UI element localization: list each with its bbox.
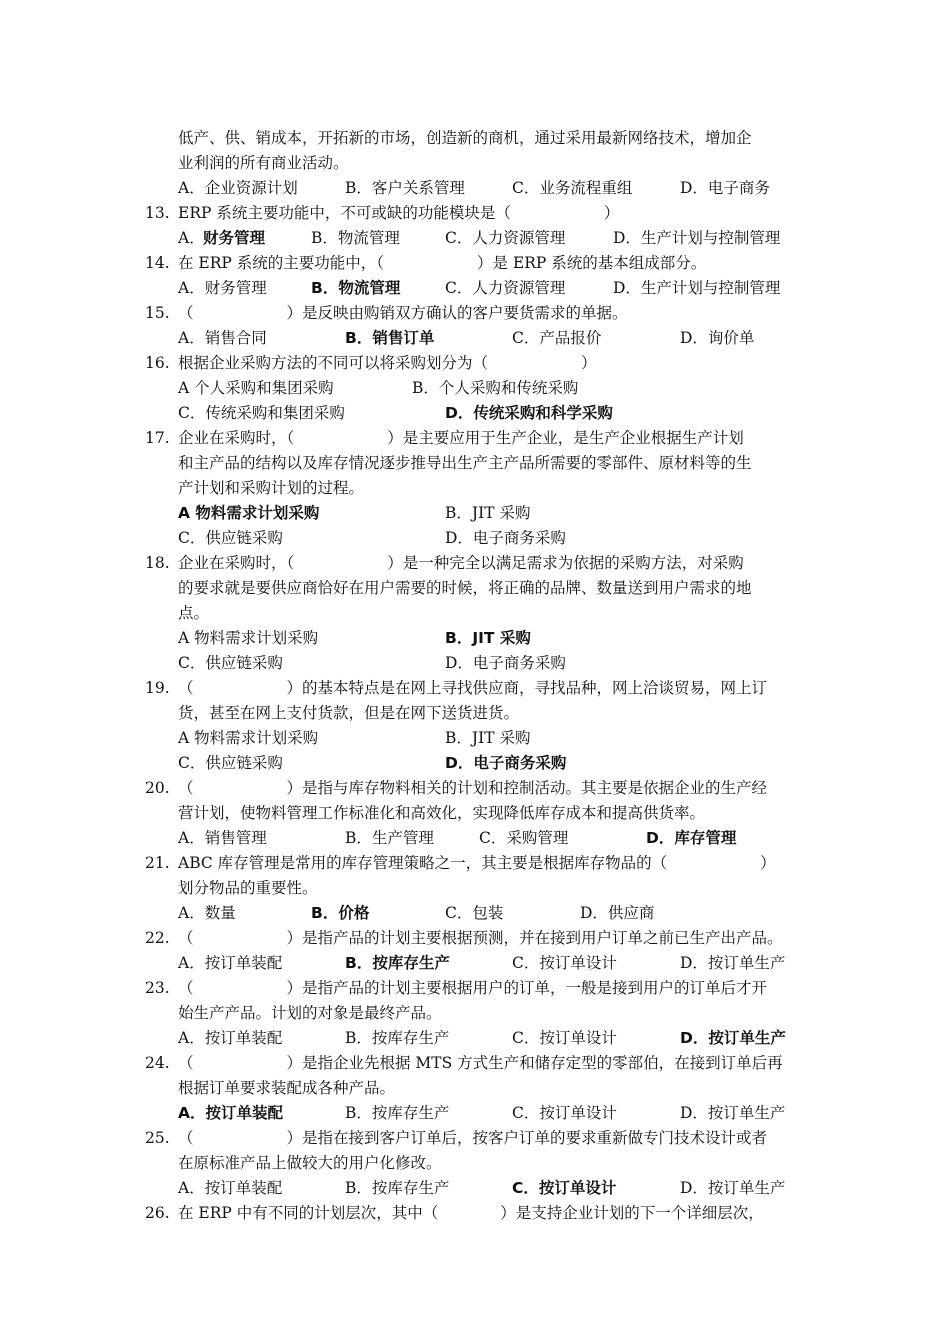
option-d: D．生产计划与控制管理 [613, 279, 781, 297]
option-c: C．按订单设计 [512, 954, 617, 972]
question-text-line: （ ）是反映由购销双方确认的客户要货需求的单据。 [178, 304, 628, 322]
question-23-options [0, 1026, 950, 1050]
option-c: C．供应链采购 [178, 529, 283, 547]
question-text-line: （ ）是指与库存物料相关的计划和控制活动。其主要是依据企业的生产经 [178, 779, 768, 797]
option-d-answer: D．传统采购和科学采购 [445, 404, 613, 422]
question-18 [0, 551, 950, 575]
question-22-options [0, 951, 950, 975]
option-c: C．按订单设计 [512, 1029, 617, 1047]
question-19-text [0, 701, 950, 725]
question-text-line: 始生产产品。计划的对象是最终产品。 [178, 1004, 442, 1022]
question-number: 13. [145, 204, 170, 222]
option-b-answer: B．价格 [311, 904, 370, 922]
option-b: B．按库存生产 [345, 1029, 450, 1047]
question-13 [0, 201, 950, 225]
question-15-options [0, 326, 950, 350]
question-21 [0, 851, 950, 875]
option-c: C．产品报价 [512, 329, 602, 347]
question-text-line: 在 ERP 系统的主要功能中，（ ）是 ERP 系统的基本组成部分。 [178, 254, 707, 272]
option-d: D．供应商 [580, 904, 655, 922]
option-d: D．生产计划与控制管理 [613, 229, 781, 247]
option-b: B．个人采购和传统采购 [412, 379, 579, 397]
option-d: D．按订单生产 [680, 1104, 786, 1122]
question-15 [0, 301, 950, 325]
option-b: B．物流管理 [311, 229, 400, 247]
question-19-options-row1 [0, 726, 950, 750]
question-26 [0, 1201, 950, 1225]
question-number: 20. [145, 779, 170, 797]
option-c-answer: C．按订单设计 [512, 1179, 617, 1197]
option-a-answer: A 物料需求计划采购 [178, 504, 320, 522]
question-16 [0, 351, 950, 375]
question-text-line: （ ）是指在接到客户订单后，按客户订单的要求重新做专门技术设计或者 [178, 1129, 768, 1147]
question-21-options [0, 901, 950, 925]
question-text-line: 业利润的所有商业活动。 [178, 154, 349, 172]
question-17 [0, 426, 950, 450]
option-a: A．按订单装配 [178, 954, 283, 972]
option-b-answer: B．按库存生产 [345, 954, 450, 972]
question-20-text [0, 801, 950, 825]
option-c: C．传统采购和集团采购 [178, 404, 345, 422]
question-number: 25. [145, 1129, 170, 1147]
question-text-line: 在 ERP 中有不同的计划层次，其中（ ）是支持企业计划的下一个详细层次， [178, 1204, 764, 1222]
option-b: B．按库存生产 [345, 1104, 450, 1122]
question-19-options-row2 [0, 751, 950, 775]
option-d: D．按订单生产 [680, 1179, 786, 1197]
option-a: A．按订单装配 [178, 1029, 283, 1047]
question-17-text [0, 451, 950, 475]
question-17-options-row2 [0, 526, 950, 550]
question-12-text [0, 126, 950, 150]
question-text-line: ABC 库存管理是常用的库存管理策略之一，其主要是根据库存物品的（ ） [178, 854, 776, 872]
question-text-line: 在原标准产品上做较大的用户化修改。 [178, 1154, 442, 1172]
option-c: C．人力资源管理 [445, 229, 566, 247]
option-b: B．JIT 采购 [445, 504, 531, 522]
option-a: A．数量 [178, 904, 236, 922]
question-text-line: 根据订单要求装配成各种产品。 [178, 1079, 396, 1097]
question-number: 15. [145, 304, 170, 322]
question-13-options [0, 226, 950, 250]
option-b-answer: B．销售订单 [345, 329, 435, 347]
question-25 [0, 1126, 950, 1150]
question-24 [0, 1051, 950, 1075]
question-21-text [0, 876, 950, 900]
question-text-line: 货，甚至在网上支付货款，但是在网下送货进货。 [178, 704, 520, 722]
option-c: C．按订单设计 [512, 1104, 617, 1122]
question-23-text [0, 1001, 950, 1025]
question-24-options [0, 1101, 950, 1125]
option-b-answer: B．物流管理 [311, 279, 401, 297]
question-number: 16. [145, 354, 170, 372]
option-a: A 物料需求计划采购 [178, 629, 319, 647]
question-text-line: 的要求就是要供应商恰好在用户需要的时候，将正确的品牌、数量送到用户需求的地 [178, 579, 752, 597]
option-c: C．供应链采购 [178, 754, 283, 772]
question-16-options-row1 [0, 376, 950, 400]
question-number: 19. [145, 679, 170, 697]
option-d: D．询价单 [680, 329, 755, 347]
option-a-answer: A．按订单装配 [178, 1104, 283, 1122]
question-number: 26. [145, 1204, 170, 1222]
question-25-text [0, 1151, 950, 1175]
question-12-options [0, 176, 950, 200]
option-b: B．JIT 采购 [445, 729, 531, 747]
option-a-answer: 财务管理 [203, 229, 266, 247]
option-a: A．销售管理 [178, 829, 267, 847]
option-a: A．财务管理 [178, 279, 267, 297]
question-22 [0, 926, 950, 950]
question-text-line: 企业在采购时，（ ）是一种完全以满足需求为依据的采购方法，对采购 [178, 554, 744, 572]
option-d: D．按订单生产 [680, 954, 786, 972]
option-c: C．包装 [445, 904, 504, 922]
question-text-line: 和主产品的结构以及库存情况逐步推导出生产主产品所需要的零部件、原材料等的生 [178, 454, 752, 472]
question-text-line: （ ）是指产品的计划主要根据用户的订单，一般是接到用户的订单后才开 [178, 979, 768, 997]
option-a-prefix: A． [178, 229, 205, 247]
option-c: C．供应链采购 [178, 654, 283, 672]
question-text-line: 点。 [178, 604, 210, 622]
question-16-options-row2 [0, 401, 950, 425]
question-19 [0, 676, 950, 700]
option-d: D．电子商务采购 [445, 654, 566, 672]
question-18-text [0, 601, 950, 625]
option-c: C．采购管理 [479, 829, 569, 847]
question-number: 24. [145, 1054, 170, 1072]
option-d: D．电子商务采购 [445, 529, 566, 547]
question-number: 23. [145, 979, 170, 997]
question-24-text [0, 1076, 950, 1100]
option-b-answer: B．JIT 采购 [445, 629, 531, 647]
option-a: A 物料需求计划采购 [178, 729, 319, 747]
question-number: 22. [145, 929, 170, 947]
option-c: C．业务流程重组 [512, 179, 633, 197]
question-14 [0, 251, 950, 275]
question-20-options [0, 826, 950, 850]
question-text-line: （ ）是指企业先根据 MTS 方式生产和储存定型的零部伯，在接到订单后再 [178, 1054, 783, 1072]
question-number: 21. [145, 854, 170, 872]
question-text-line: （ ）的基本特点是在网上寻找供应商，寻找品种，网上洽谈贸易，网上订 [178, 679, 768, 697]
question-18-text [0, 576, 950, 600]
question-text-line: 产计划和采购计划的过程。 [178, 479, 365, 497]
option-a: A．企业资源计划 [178, 179, 298, 197]
question-17-text [0, 476, 950, 500]
option-b: B．客户关系管理 [345, 179, 465, 197]
question-17-options-row1 [0, 501, 950, 525]
question-23 [0, 976, 950, 1000]
option-b: B．生产管理 [345, 829, 434, 847]
question-text-line: 低产、供、销成本，开拓新的市场，创造新的商机，通过采用最新网络技术，增加企 [178, 129, 752, 147]
question-number: 18. [145, 554, 170, 572]
question-text-line: 营计划，使物料管理工作标准化和高效化，实现降低库存成本和提高供货率。 [178, 804, 706, 822]
option-c: C．人力资源管理 [445, 279, 566, 297]
option-d-answer: D．电子商务采购 [445, 754, 567, 772]
question-18-options-row1 [0, 626, 950, 650]
question-20 [0, 776, 950, 800]
option-b: B．按库存生产 [345, 1179, 450, 1197]
question-text-line: （ ）是指产品的计划主要根据预测，并在接到用户订单之前已生产出产品。 [178, 929, 783, 947]
question-text-line: 企业在采购时，（ ）是主要应用于生产企业，是生产企业根据生产计划 [178, 429, 744, 447]
question-number: 17. [145, 429, 170, 447]
option-a: A．销售合同 [178, 329, 267, 347]
option-d: D．电子商务 [680, 179, 770, 197]
question-14-options [0, 276, 950, 300]
question-18-options-row2 [0, 651, 950, 675]
option-d-answer: D．按订单生产 [680, 1029, 786, 1047]
question-12-text [0, 151, 950, 175]
question-number: 14. [145, 254, 170, 272]
question-text-line: ERP 系统主要功能中，不可或缺的功能模块是（ ） [178, 204, 620, 222]
question-text-line: 划分物品的重要性。 [178, 879, 318, 897]
option-d-answer: D．库存管理 [646, 829, 737, 847]
option-a: A 个人采购和集团采购 [178, 379, 334, 397]
question-text-line: 根据企业采购方法的不同可以将采购划分为（ ） [178, 354, 597, 372]
question-25-options [0, 1176, 950, 1200]
option-a: A．按订单装配 [178, 1179, 283, 1197]
